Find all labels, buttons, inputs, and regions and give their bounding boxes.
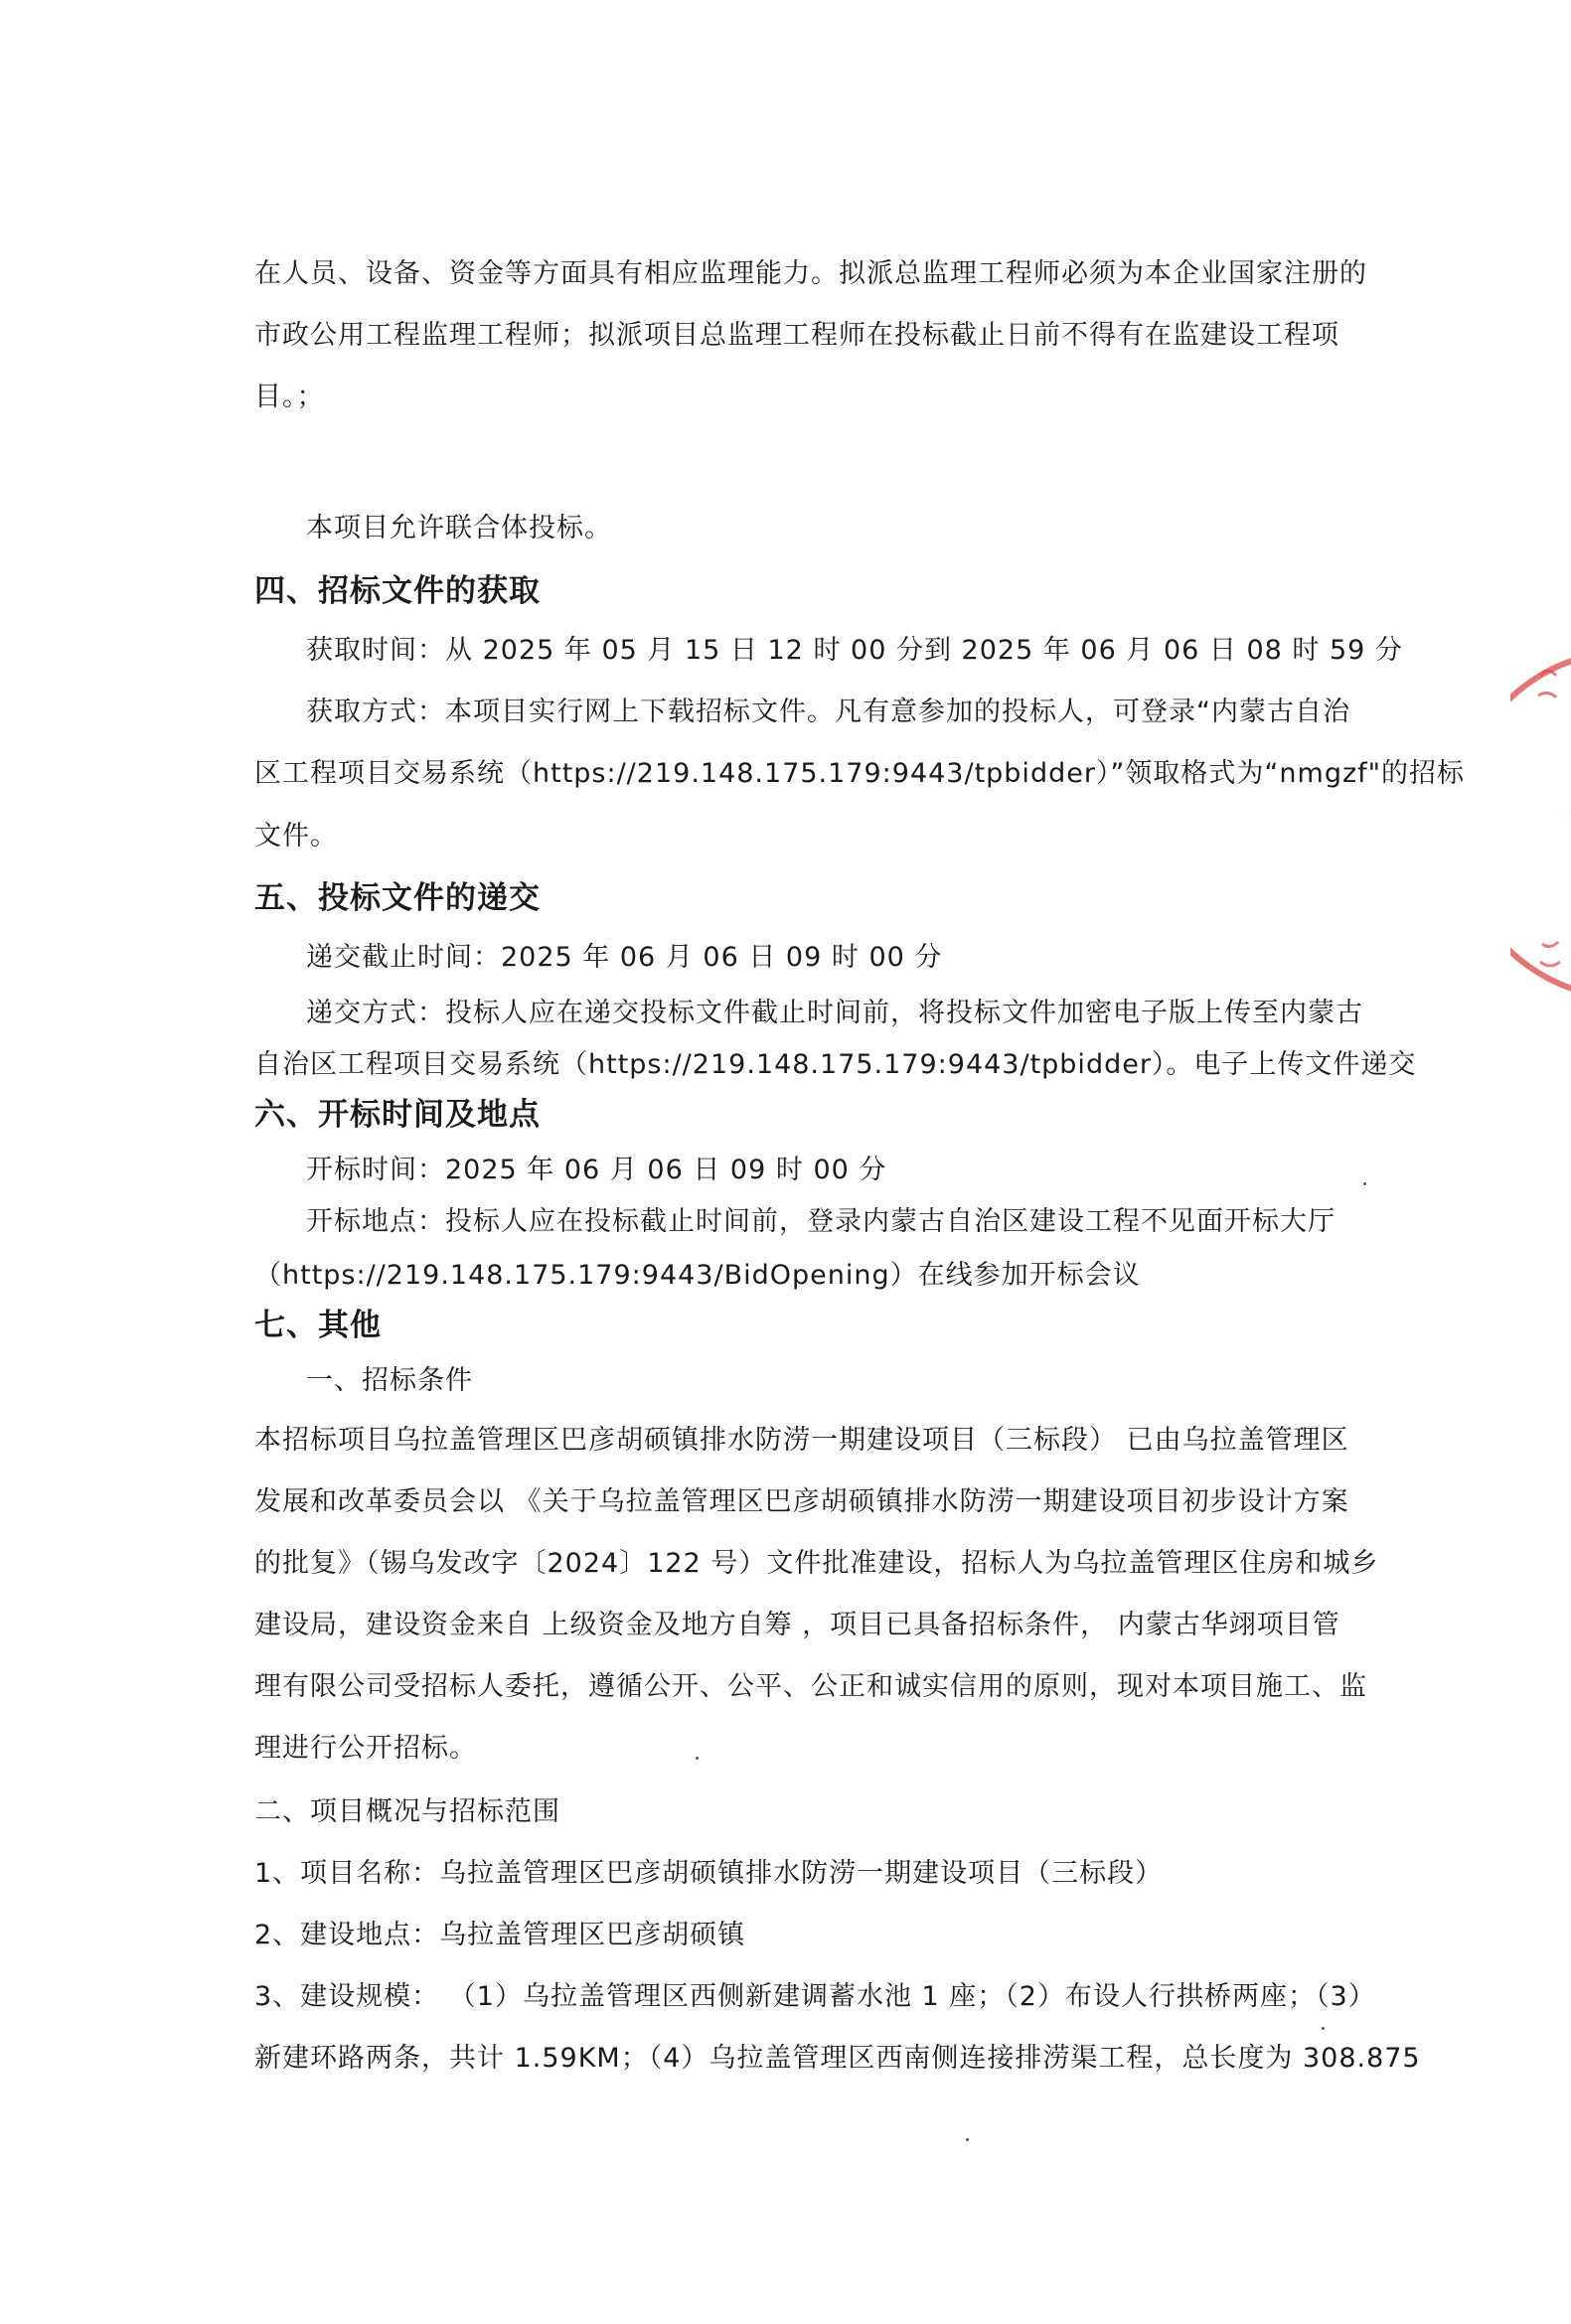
text-line: 1、项目名称：乌拉盖管理区巴彦胡硕镇排水防涝一期建设项目（三标段） xyxy=(254,1858,1164,1889)
section-heading-6: 六、开标时间及地点 xyxy=(254,1097,541,1133)
scan-speck xyxy=(1322,2027,1325,2030)
text-line: 获取方式：本项目实行网上下载招标文件。凡有意参加的投标人，可登录“内蒙古自治 xyxy=(306,697,1350,727)
text-line: 开标地点：投标人应在投标截止时间前，登录内蒙古自治区建设工程不见面开标大厅 xyxy=(306,1206,1335,1237)
text-line: 递交方式：投标人应在递交投标文件截止时间前，将投标文件加密电子版上传至内蒙古 xyxy=(306,998,1363,1028)
text-line: 一、招标条件 xyxy=(306,1365,473,1396)
text-line: 建设局，建设资金来自 上级资金及地方自筹 ，项目已具备招标条件， 内蒙古华翊项目管 xyxy=(254,1610,1340,1640)
text-line: 理进行公开招标。 xyxy=(254,1733,477,1764)
text-line: 理有限公司受招标人委托，遵循公开、公平、公正和诚实信用的原则，现对本项目施工、监 xyxy=(254,1671,1367,1702)
text-line: 自治区工程项目交易系统（https://219.148.175.179:9443/tpbidder）。电子上传文件递交 xyxy=(254,1049,1417,1080)
text-line: 文件。 xyxy=(254,821,338,852)
scan-speck xyxy=(966,2138,969,2141)
text-line: 3、建设规模： （1）乌拉盖管理区西侧新建调蓄水池 1 座；（2）布设人行拱桥两座；（3） xyxy=(254,1981,1376,2012)
text-line: 2、建设地点：乌拉盖管理区巴彦胡硕镇 xyxy=(254,1920,746,1950)
section-heading-4: 四、招标文件的获取 xyxy=(254,573,541,609)
text-line: 本项目允许联合体投标。 xyxy=(306,513,612,543)
text-line: 递交截止时间：2025 年 06 月 06 日 09 时 00 分 xyxy=(306,942,943,973)
scan-speck xyxy=(696,1757,699,1760)
red-seal-stamp xyxy=(1510,636,1571,1013)
text-line: 开标时间：2025 年 06 月 06 日 09 时 00 分 xyxy=(306,1155,887,1185)
text-line: 新建环路两条，共计 1.59KM；（4）乌拉盖管理区西南侧连接排涝渠工程，总长度为 308.875 xyxy=(254,2043,1421,2074)
text-line: 市政公用工程监理工程师；拟派项目总监理工程师在投标截止日前不得有在监建设工程项 xyxy=(254,320,1339,351)
text-line: 发展和改革委员会以 《关于乌拉盖管理区巴彦胡硕镇排水防涝一期建设项目初步设计方案 xyxy=(254,1486,1349,1517)
section-heading-7: 七、其他 xyxy=(254,1308,382,1343)
section-heading-5: 五、投标文件的递交 xyxy=(254,880,541,916)
text-line: 的批复》（锡乌发改字〔2024〕122 号）文件批准建设，招标人为乌拉盖管理区住房和城乡 xyxy=(254,1548,1379,1579)
text-line: 在人员、设备、资金等方面具有相应监理能力。拟派总监理工程师必须为本企业国家注册的 xyxy=(254,258,1367,289)
text-line: 目。； xyxy=(254,382,325,412)
text-line: 获取时间：从 2025 年 05 月 15 日 12 时 00 分到 2025 年 06 月 06 日 08 时 59 分 xyxy=(306,635,1403,666)
text-line: 区工程项目交易系统（https://219.148.175.179:9443/tpbidder）”领取格式为“nmgzf"的招标 xyxy=(254,758,1466,789)
text-line: （https://219.148.175.179:9443/BidOpening）在线参加开标会议 xyxy=(254,1260,1141,1291)
text-line: 二、项目概况与招标范围 xyxy=(254,1796,560,1827)
scan-speck xyxy=(1363,1182,1366,1185)
text-line: 本招标项目乌拉盖管理区巴彦胡硕镇排水防涝一期建设项目（三标段） 已由乌拉盖管理区 xyxy=(254,1425,1349,1456)
